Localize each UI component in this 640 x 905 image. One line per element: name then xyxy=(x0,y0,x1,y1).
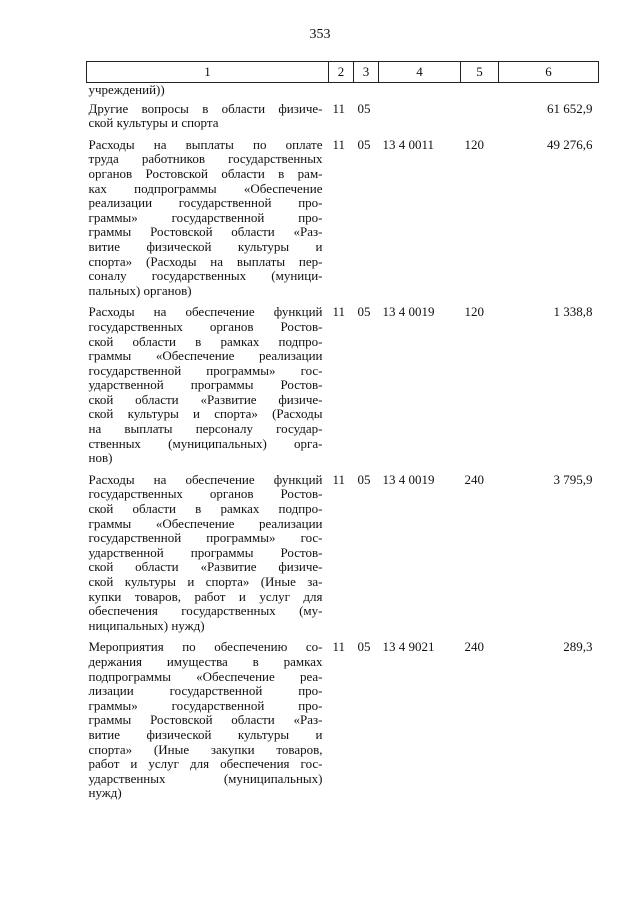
description-line: нов) xyxy=(88,450,113,466)
table-header xyxy=(87,62,599,83)
table-row xyxy=(87,83,599,102)
header-col-3: 3 xyxy=(354,62,379,83)
page-number: 353 xyxy=(309,27,331,42)
description-line: купки товаров, работ и услуг для xyxy=(88,588,323,604)
table-row xyxy=(87,473,599,641)
row-expense-type: 120 xyxy=(464,304,484,320)
description-line: ской области в рамках подпро- xyxy=(88,333,323,349)
description-line: ской области «Развитие физиче- xyxy=(88,559,323,575)
header-col-5: 5 xyxy=(461,62,499,83)
row-expense-type: 240 xyxy=(464,471,484,487)
description-line: государственной программы» гос- xyxy=(88,530,323,546)
description-line: граммы» государственной про- xyxy=(88,209,323,225)
table-header-row xyxy=(87,62,599,83)
header-col-4: 4 xyxy=(379,62,461,83)
row-target-article: 13 4 0019 xyxy=(382,304,435,320)
row-description xyxy=(87,473,329,641)
table-row xyxy=(87,102,599,138)
description-line: держания имущества в рамках xyxy=(88,653,323,669)
row-amount: 61 652,9 xyxy=(547,100,593,116)
row-expense-type: 120 xyxy=(464,136,484,152)
description-line: соналу государственных (муници- xyxy=(88,268,323,284)
row-expense-type xyxy=(461,102,499,138)
description-line: граммы Ростовской области «Раз- xyxy=(88,712,323,728)
description-line: Расходы на выплаты по оплате xyxy=(88,136,323,152)
row-amount: 289,3 xyxy=(563,639,593,655)
description-line: спорта» (Иные закупки товаров, xyxy=(88,741,323,757)
description-line: органов Ростовской области в рам- xyxy=(88,165,323,181)
table-row xyxy=(87,305,599,473)
row-amount xyxy=(499,83,599,102)
row-description xyxy=(87,83,329,102)
row-subsection-code: 05 xyxy=(357,471,371,487)
description-line: ской области в рамках подпро- xyxy=(88,501,323,517)
description-line: пальных) органов) xyxy=(88,282,192,298)
description-line: Расходы на обеспечение функций xyxy=(88,471,323,487)
description-line: ской культуры и спорта» (Иные за- xyxy=(88,574,323,589)
row-subsection-code: 05 xyxy=(357,639,371,655)
description-line: витие физической культуры и xyxy=(88,238,323,254)
description-line: спорта» (Расходы на выплаты пер- xyxy=(88,253,323,269)
header-col-1: 1 xyxy=(87,62,329,83)
description-line: работ и услуг для обеспечения гос- xyxy=(88,756,323,772)
description-line: обеспечения государственных (му- xyxy=(88,603,323,619)
row-amount: 49 276,6 xyxy=(547,136,593,152)
description-line: учреждений)) xyxy=(88,82,165,97)
row-description xyxy=(87,102,329,138)
row-description xyxy=(87,640,329,808)
description-line: ственных (муниципальных) орга- xyxy=(88,435,323,451)
description-line: государственных органов Ростов- xyxy=(88,486,323,502)
description-line: Другие вопросы в области физиче- xyxy=(88,100,323,116)
description-line: на выплаты персоналу государ- xyxy=(88,421,323,437)
row-target-article xyxy=(379,83,461,102)
row-section-code: 11 xyxy=(332,304,346,320)
row-target-article: 13 4 0011 xyxy=(382,136,435,152)
description-line: нужд) xyxy=(88,785,122,801)
row-section-code: 11 xyxy=(332,471,346,487)
row-description xyxy=(87,138,329,306)
row-expense-type: 240 xyxy=(464,639,484,655)
description-line: ской культуры и спорта» (Расходы xyxy=(88,406,323,422)
description-line: ках подпрограммы «Обеспечение xyxy=(88,180,323,196)
row-section-code: 11 xyxy=(332,100,346,116)
description-line: труда работников государственных xyxy=(88,151,323,167)
description-line: граммы «Обеспечение реализации xyxy=(88,348,323,364)
row-subsection-code xyxy=(354,83,379,102)
row-description xyxy=(87,305,329,473)
row-target-article xyxy=(379,102,461,138)
row-section-code xyxy=(329,83,354,102)
row-subsection-code: 05 xyxy=(357,100,371,116)
description-line: Мероприятия по обеспечению со- xyxy=(88,639,323,655)
description-line: ской культуры и спорта xyxy=(88,115,219,131)
row-section-code: 11 xyxy=(332,136,346,152)
row-target-article: 13 4 0019 xyxy=(382,471,435,487)
row-subsection-code: 05 xyxy=(357,136,371,152)
budget-table xyxy=(86,61,599,808)
row-expense-type xyxy=(461,83,499,102)
row-amount: 3 795,9 xyxy=(553,471,593,487)
table-row xyxy=(87,138,599,306)
description-line: ской области «Развитие физиче- xyxy=(88,391,323,407)
header-col-2: 2 xyxy=(329,62,354,83)
description-line: Расходы на обеспечение функций xyxy=(88,304,323,320)
description-line: ударственной программы Ростов- xyxy=(88,377,323,393)
description-line: ниципальных) нужд) xyxy=(88,617,205,633)
description-line: ударственной программы Ростов- xyxy=(88,544,323,560)
description-line: лизации государственной про- xyxy=(88,683,323,699)
header-col-6: 6 xyxy=(499,62,599,83)
description-line: граммы «Обеспечение реализации xyxy=(88,515,323,531)
description-line: реализации государственной про- xyxy=(88,195,323,211)
description-line: витие физической культуры и xyxy=(88,726,323,742)
description-line: граммы» государственной про- xyxy=(88,697,323,713)
row-section-code: 11 xyxy=(332,639,346,655)
row-target-article: 13 4 9021 xyxy=(382,639,435,655)
table-row xyxy=(87,640,599,808)
description-line: подпрограммы «Обеспечение реа- xyxy=(88,668,323,684)
description-line: государственной программы» гос- xyxy=(88,362,323,378)
description-line: ударственных (муниципальных) xyxy=(88,770,323,786)
description-line: государственных органов Ростов- xyxy=(88,318,323,334)
row-subsection-code: 05 xyxy=(357,304,371,320)
row-amount: 1 338,8 xyxy=(553,304,593,320)
table-body xyxy=(87,83,599,808)
description-line: граммы Ростовской области «Раз- xyxy=(88,224,323,240)
